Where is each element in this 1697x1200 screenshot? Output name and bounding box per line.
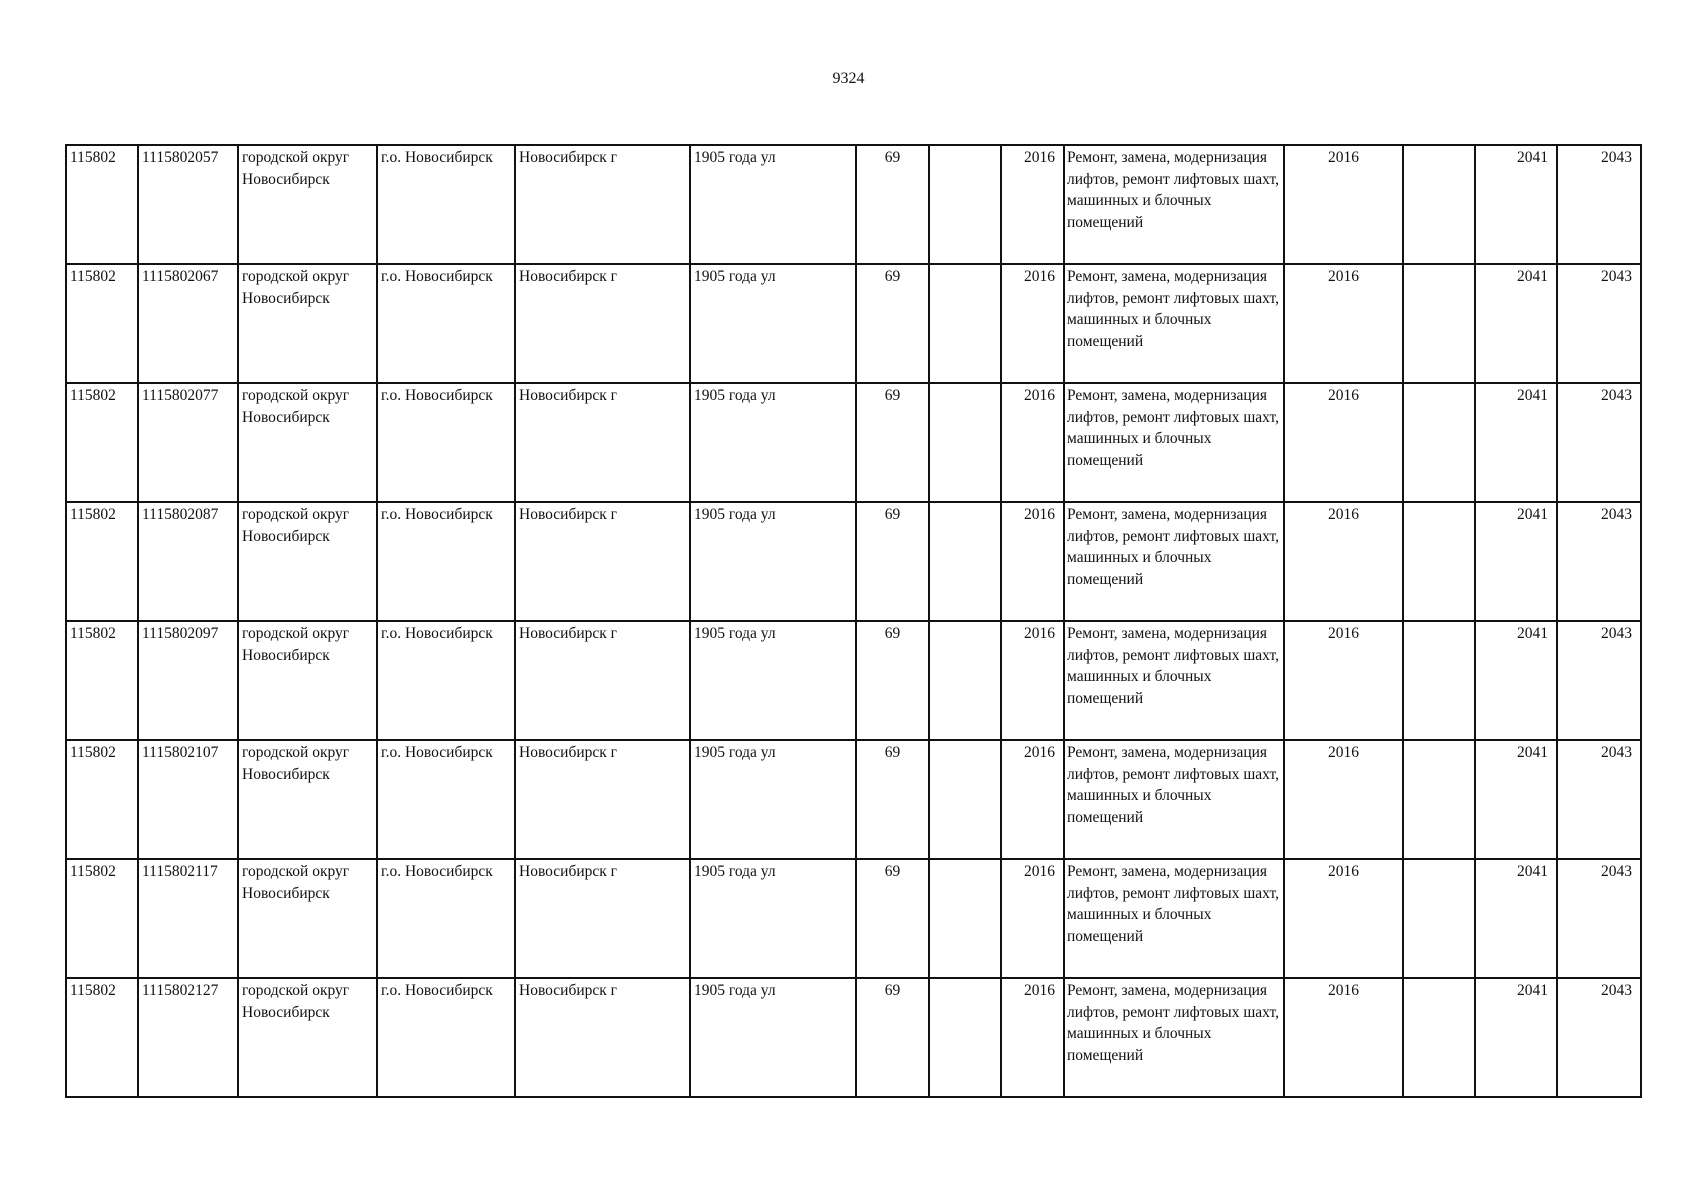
period-start-cell: 2041: [1475, 740, 1557, 859]
street-cell: 1905 года ул: [690, 978, 856, 1097]
work-type-cell: Ремонт, замена, модернизация лифтов, ремонт лифтовых шахт, машинных и блочных помещений: [1064, 145, 1284, 264]
region-code-cell: 115802: [66, 740, 138, 859]
period-end-cell: 2043: [1557, 621, 1641, 740]
region-code-cell: 115802: [66, 264, 138, 383]
table-row: [66, 264, 1641, 383]
work-type-cell: Ремонт, замена, модернизация лифтов, ремонт лифтовых шахт, машинных и блочных помещений: [1064, 621, 1284, 740]
region-code-cell: 115802: [66, 502, 138, 621]
plan-year-cell: 2016: [1001, 621, 1064, 740]
work-year-cell: 2016: [1284, 978, 1403, 1097]
period-start-cell: 2041: [1475, 264, 1557, 383]
table-row: [66, 859, 1641, 978]
building-cell: [929, 502, 1001, 621]
plan-year-cell: 2016: [1001, 264, 1064, 383]
plan-year-cell: 2016: [1001, 383, 1064, 502]
municipality-cell: городской округ Новосибирск: [238, 502, 377, 621]
settlement-cell: Новосибирск г: [515, 383, 690, 502]
district-cell: г.о. Новосибирск: [377, 502, 515, 621]
extra-cell: [1403, 740, 1475, 859]
period-end-cell: 2043: [1557, 502, 1641, 621]
house-number-cell: 69: [856, 383, 929, 502]
house-number-cell: 69: [856, 264, 929, 383]
house-number-cell: 69: [856, 740, 929, 859]
settlement-cell: Новосибирск г: [515, 740, 690, 859]
table-row: [66, 978, 1641, 1097]
table-container: [65, 144, 1642, 1098]
municipality-cell: городской округ Новосибирск: [238, 383, 377, 502]
work-type-cell: Ремонт, замена, модернизация лифтов, ремонт лифтовых шахт, машинных и блочных помещений: [1064, 859, 1284, 978]
period-end-cell: 2043: [1557, 859, 1641, 978]
page-number: 9324: [832, 70, 865, 87]
work-year-cell: 2016: [1284, 264, 1403, 383]
extra-cell: [1403, 859, 1475, 978]
period-start-cell: 2041: [1475, 502, 1557, 621]
settlement-cell: Новосибирск г: [515, 145, 690, 264]
street-cell: 1905 года ул: [690, 264, 856, 383]
record-id-cell: 1115802107: [138, 740, 238, 859]
work-year-cell: 2016: [1284, 740, 1403, 859]
work-year-cell: 2016: [1284, 621, 1403, 740]
period-start-cell: 2041: [1475, 383, 1557, 502]
house-number-cell: 69: [856, 502, 929, 621]
district-cell: г.о. Новосибирск: [377, 978, 515, 1097]
building-cell: [929, 264, 1001, 383]
settlement-cell: Новосибирск г: [515, 502, 690, 621]
work-year-cell: 2016: [1284, 502, 1403, 621]
region-code-cell: 115802: [66, 621, 138, 740]
extra-cell: [1403, 264, 1475, 383]
building-cell: [929, 383, 1001, 502]
data-table: [65, 144, 1642, 1098]
region-code-cell: 115802: [66, 859, 138, 978]
house-number-cell: 69: [856, 978, 929, 1097]
record-id-cell: 1115802117: [138, 859, 238, 978]
street-cell: 1905 года ул: [690, 145, 856, 264]
table-row: [66, 621, 1641, 740]
plan-year-cell: 2016: [1001, 502, 1064, 621]
record-id-cell: 1115802127: [138, 978, 238, 1097]
period-end-cell: 2043: [1557, 383, 1641, 502]
work-type-cell: Ремонт, замена, модернизация лифтов, ремонт лифтовых шахт, машинных и блочных помещений: [1064, 502, 1284, 621]
work-year-cell: 2016: [1284, 859, 1403, 978]
table-row: [66, 383, 1641, 502]
house-number-cell: 69: [856, 621, 929, 740]
district-cell: г.о. Новосибирск: [377, 740, 515, 859]
district-cell: г.о. Новосибирск: [377, 859, 515, 978]
municipality-cell: городской округ Новосибирск: [238, 740, 377, 859]
work-type-cell: Ремонт, замена, модернизация лифтов, ремонт лифтовых шахт, машинных и блочных помещений: [1064, 978, 1284, 1097]
work-type-cell: Ремонт, замена, модернизация лифтов, ремонт лифтовых шахт, машинных и блочных помещений: [1064, 740, 1284, 859]
municipality-cell: городской округ Новосибирск: [238, 621, 377, 740]
work-year-cell: 2016: [1284, 383, 1403, 502]
extra-cell: [1403, 145, 1475, 264]
building-cell: [929, 740, 1001, 859]
period-end-cell: 2043: [1557, 740, 1641, 859]
region-code-cell: 115802: [66, 978, 138, 1097]
table-row: [66, 502, 1641, 621]
extra-cell: [1403, 383, 1475, 502]
district-cell: г.о. Новосибирск: [377, 264, 515, 383]
extra-cell: [1403, 978, 1475, 1097]
period-end-cell: 2043: [1557, 264, 1641, 383]
street-cell: 1905 года ул: [690, 383, 856, 502]
street-cell: 1905 года ул: [690, 502, 856, 621]
period-start-cell: 2041: [1475, 145, 1557, 264]
extra-cell: [1403, 621, 1475, 740]
record-id-cell: 1115802087: [138, 502, 238, 621]
district-cell: г.о. Новосибирск: [377, 383, 515, 502]
district-cell: г.о. Новосибирск: [377, 621, 515, 740]
house-number-cell: 69: [856, 145, 929, 264]
building-cell: [929, 145, 1001, 264]
settlement-cell: Новосибирск г: [515, 859, 690, 978]
plan-year-cell: 2016: [1001, 978, 1064, 1097]
period-end-cell: 2043: [1557, 978, 1641, 1097]
settlement-cell: Новосибирск г: [515, 978, 690, 1097]
period-start-cell: 2041: [1475, 859, 1557, 978]
region-code-cell: 115802: [66, 383, 138, 502]
work-year-cell: 2016: [1284, 145, 1403, 264]
plan-year-cell: 2016: [1001, 859, 1064, 978]
work-type-cell: Ремонт, замена, модернизация лифтов, ремонт лифтовых шахт, машинных и блочных помещений: [1064, 383, 1284, 502]
table-row: [66, 740, 1641, 859]
record-id-cell: 1115802057: [138, 145, 238, 264]
extra-cell: [1403, 502, 1475, 621]
work-type-cell: Ремонт, замена, модернизация лифтов, ремонт лифтовых шахт, машинных и блочных помещений: [1064, 264, 1284, 383]
record-id-cell: 1115802067: [138, 264, 238, 383]
house-number-cell: 69: [856, 859, 929, 978]
record-id-cell: 1115802097: [138, 621, 238, 740]
municipality-cell: городской округ Новосибирск: [238, 859, 377, 978]
street-cell: 1905 года ул: [690, 859, 856, 978]
record-id-cell: 1115802077: [138, 383, 238, 502]
settlement-cell: Новосибирск г: [515, 621, 690, 740]
period-end-cell: 2043: [1557, 145, 1641, 264]
municipality-cell: городской округ Новосибирск: [238, 264, 377, 383]
building-cell: [929, 621, 1001, 740]
settlement-cell: Новосибирск г: [515, 264, 690, 383]
district-cell: г.о. Новосибирск: [377, 145, 515, 264]
period-start-cell: 2041: [1475, 978, 1557, 1097]
municipality-cell: городской округ Новосибирск: [238, 145, 377, 264]
plan-year-cell: 2016: [1001, 145, 1064, 264]
building-cell: [929, 859, 1001, 978]
street-cell: 1905 года ул: [690, 621, 856, 740]
building-cell: [929, 978, 1001, 1097]
region-code-cell: 115802: [66, 145, 138, 264]
municipality-cell: городской округ Новосибирск: [238, 978, 377, 1097]
table-body: [66, 145, 1641, 1097]
period-start-cell: 2041: [1475, 621, 1557, 740]
plan-year-cell: 2016: [1001, 740, 1064, 859]
table-row: [66, 145, 1641, 264]
street-cell: 1905 года ул: [690, 740, 856, 859]
